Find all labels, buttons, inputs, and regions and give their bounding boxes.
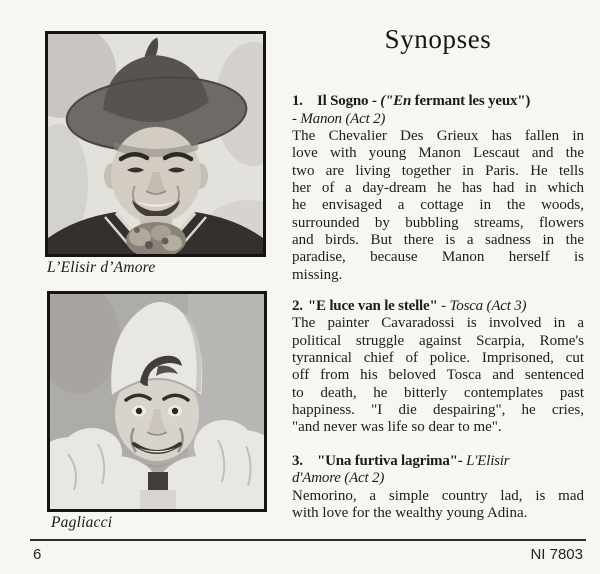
synopses-column [292,0,584,522]
photo-elisir-image [48,34,263,254]
body-line: "and never was life so dear to me". [292,419,502,436]
body-line: happiness. "I die despairing", he cries, [292,401,584,418]
section-1-heading: 1. Il Sogno - ("En fermant les yeux") [292,93,531,109]
section-3-work-line2: d'Amore (Act 2) [292,470,385,487]
section-3-number: 3. [292,452,303,469]
body-line: surrounded by bubbling streams, flowers [292,214,584,231]
body-line: two are living together in Paris. He tells [292,162,584,179]
section-1-number: 1. [292,93,303,109]
photo-elisir [45,31,266,257]
body-line: love with young Manon Lescaut and the [292,145,584,162]
photo-caption-elisir: L’Elisir d’Amore [47,259,156,276]
section-2-number: 2. [292,297,303,314]
body-line: The Chevalier Des Grieux has fallen in [292,128,584,145]
synopsis-section-2 [292,298,584,437]
body-line: The painter Cavaradossi is involved in a [292,315,584,332]
body-line: off from his beloved Tosca and sentenced [292,367,584,384]
catalog-number: NI 7803 [530,546,583,563]
body-line: tyrannical chief of police. Imprisoned, cut [292,350,584,367]
body-line: Nemorino, a simple country lad, is mad [292,487,584,504]
body-line: with love for the wealthy young Adina. [292,505,528,522]
body-line: her of a day-dream he has had in which [292,180,584,197]
body-line: missing. [292,266,343,283]
page-number: 6 [33,546,42,563]
body-line: political struggle against Scarpia, Rome's [292,332,584,349]
section-1-work: - Manon (Act 2) [292,110,386,127]
section-3-heading: 3. "Una furtiva lagrima"- L'Elisir [292,452,510,469]
body-line: to death, he bitterly contemplates past [292,384,584,401]
page-title: Synopses [384,24,492,54]
body-line: paradise, because Manon herself is [292,249,584,266]
photo-caption-pagliacci: Pagliacci [51,514,113,531]
footer-divider [30,539,586,541]
section-3-work: L'Elisir [466,452,510,469]
section-2-heading: 2. "E luce van le stelle" - Tosca (Act 3) [292,297,527,314]
section-2-work: Tosca (Act 3) [449,297,527,314]
body-line: and birds. But there is a sadness in the [292,231,584,248]
photo-pagliacci-image [50,294,264,509]
body-line: he envisaged a cottage in the woods, [292,197,584,214]
photo-pagliacci [47,291,267,512]
synopsis-section-1 [292,93,584,284]
synopsis-section-3 [292,453,584,523]
